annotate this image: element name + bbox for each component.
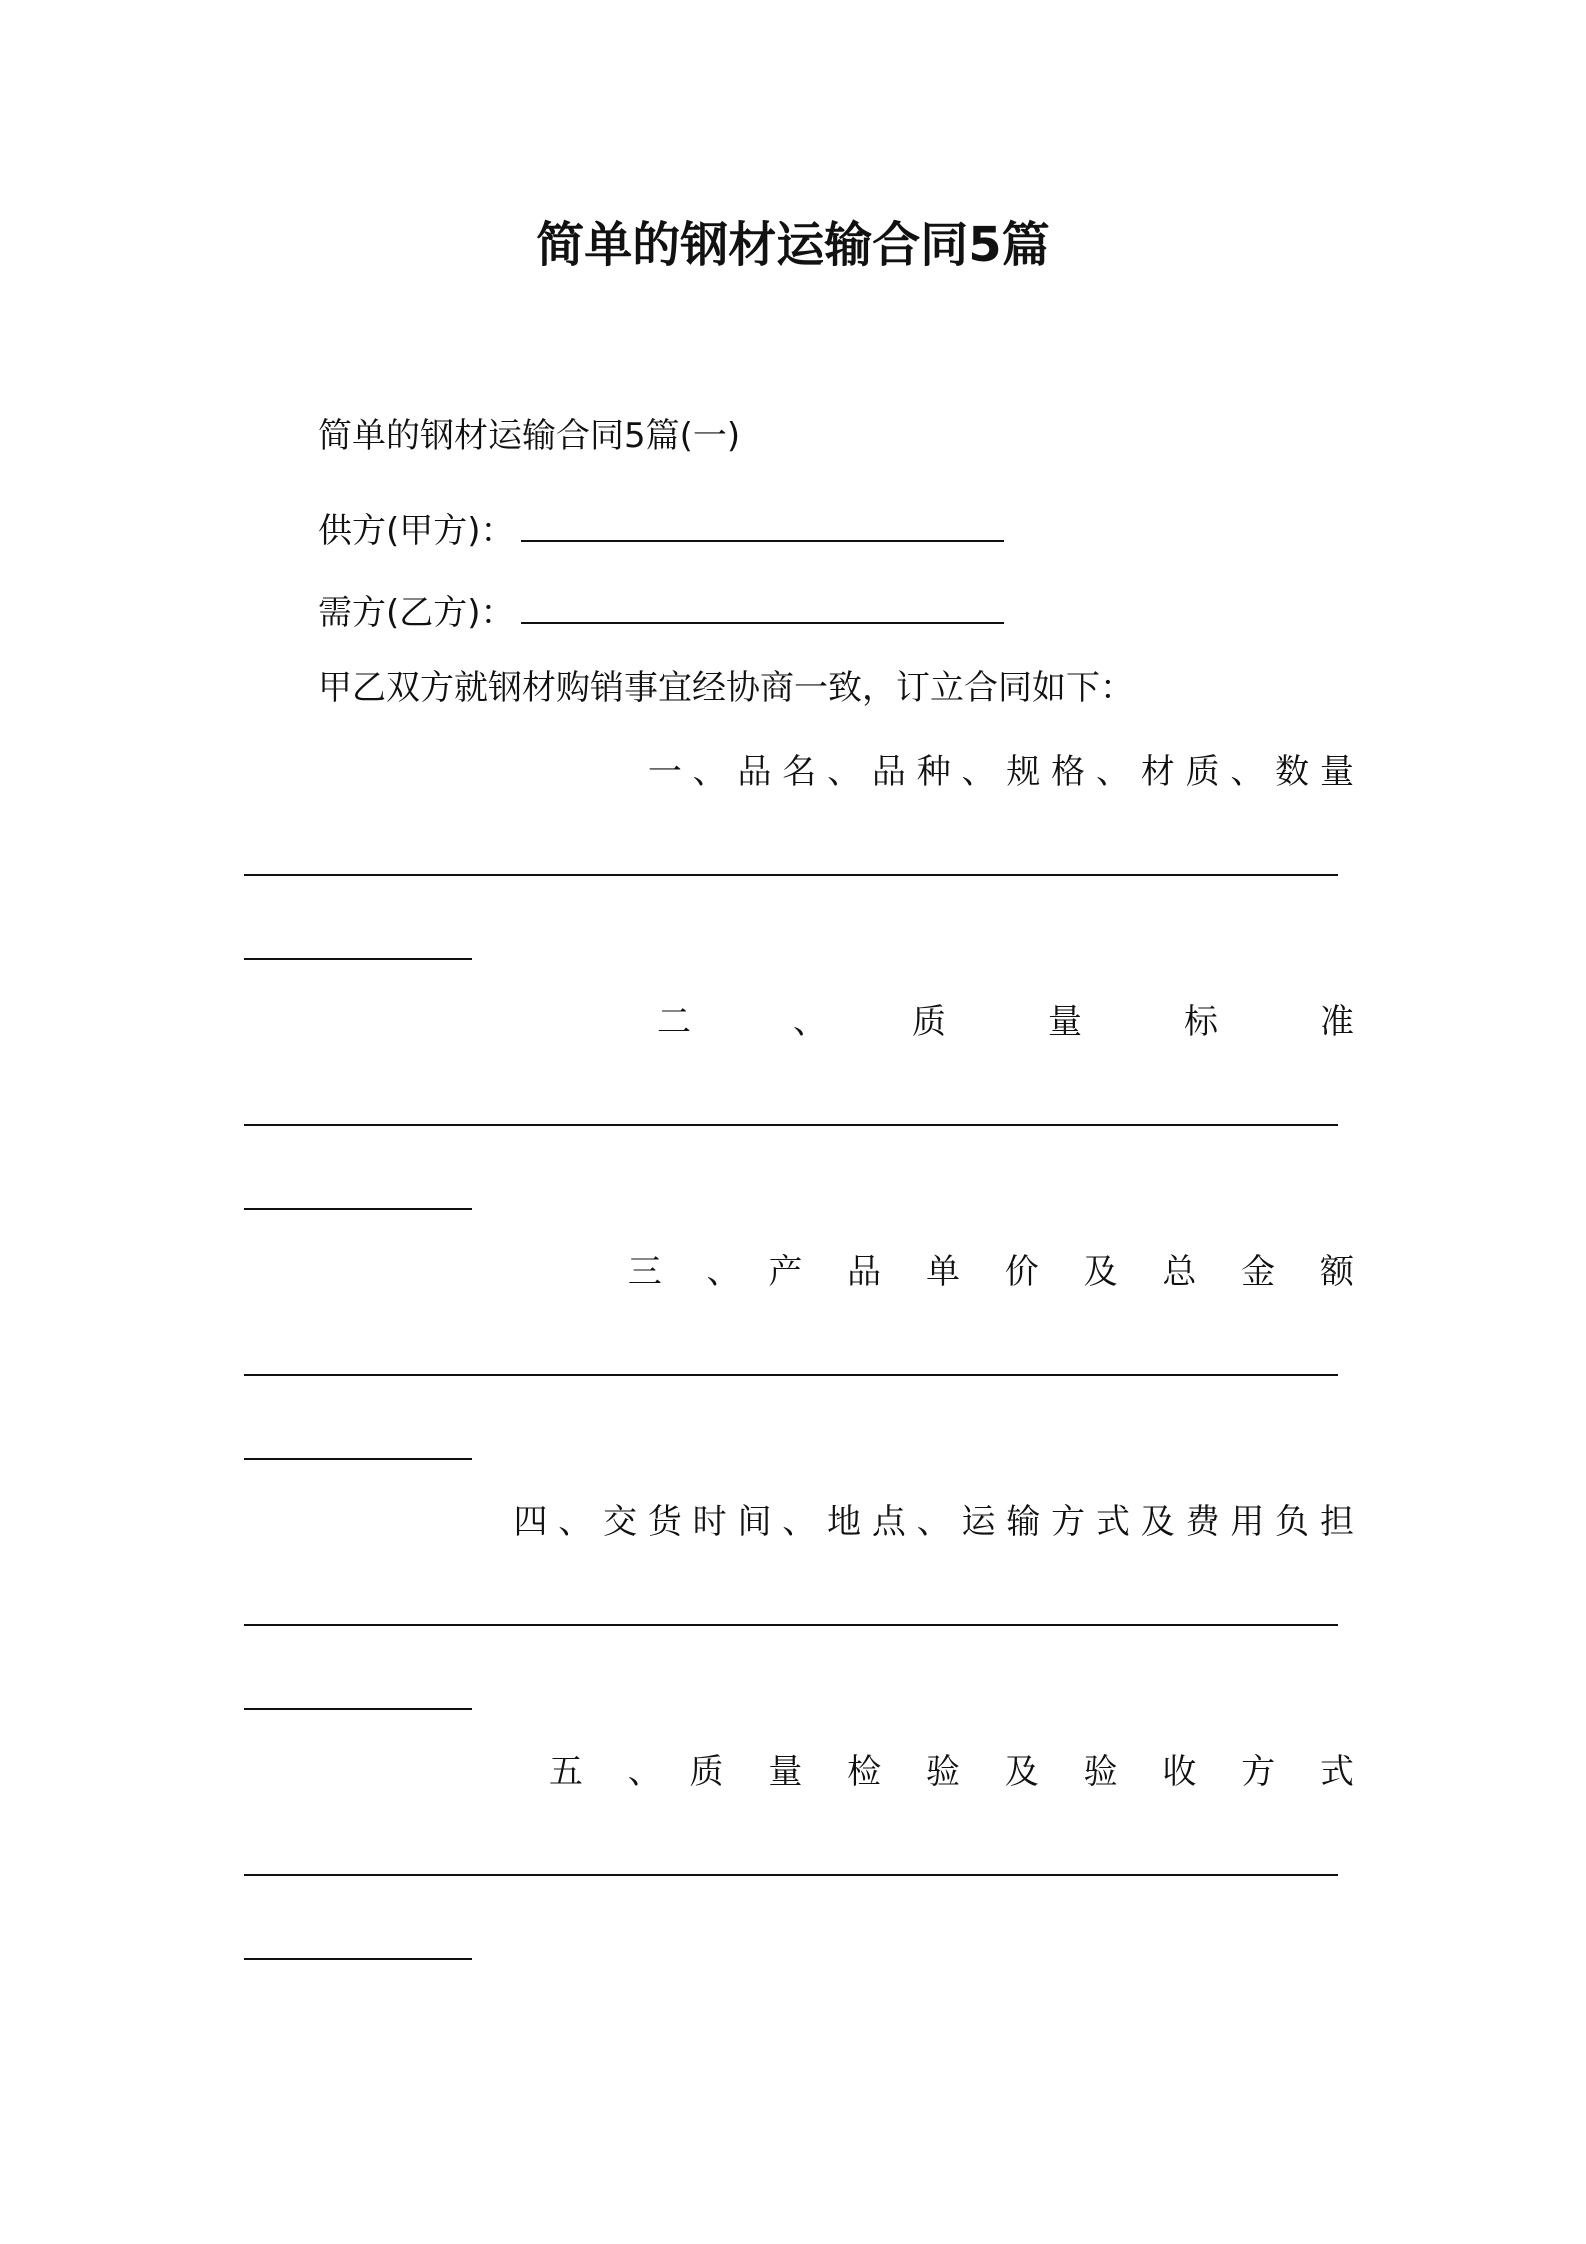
section-heading-1: 一 、 品 名 、 品 种 、 规 格 、 材 质 、 数 量 — [647, 752, 1354, 792]
section-1-blank-line — [244, 874, 1338, 876]
section-1-blank-line-end — [244, 958, 472, 960]
section-heading-3: 三 、 产 品 单 价 及 总 金 额 — [627, 1252, 1354, 1292]
section-2-blank-line-end — [244, 1208, 472, 1210]
party-a-line — [318, 502, 1004, 555]
party-a-blank — [521, 502, 1004, 542]
section-5-blank-line-end — [244, 1958, 472, 1960]
section-3-blank-line — [244, 1374, 1338, 1376]
section-3-blank-line-end — [244, 1458, 472, 1460]
intro-paragraph: 甲乙双方就钢材购销事宜经协商一致，订立合同如下： — [318, 668, 1134, 708]
party-a-label: 供方(甲方)： — [318, 511, 515, 551]
section-heading-4: 四 、 交 货 时 间 、 地 点 、 运 输 方 式 及 费 用 负 担 — [513, 1502, 1354, 1542]
section-2-blank-line — [244, 1124, 1338, 1126]
contract-subtitle: 简单的钢材运输合同5篇(一) — [318, 416, 741, 456]
section-4-blank-line-end — [244, 1708, 472, 1710]
section-heading-5: 五 、 质 量 检 验 及 验 收 方 式 — [548, 1752, 1354, 1792]
section-5-blank-line — [244, 1874, 1338, 1876]
party-b-blank — [521, 584, 1004, 624]
party-b-label: 需方(乙方)： — [318, 593, 515, 633]
party-b-line — [318, 584, 1004, 637]
section-4-blank-line — [244, 1624, 1338, 1626]
section-heading-2: 二 、 质 量 标 准 — [657, 1002, 1354, 1042]
document-title: 简单的钢材运输合同5篇 — [536, 217, 1050, 273]
